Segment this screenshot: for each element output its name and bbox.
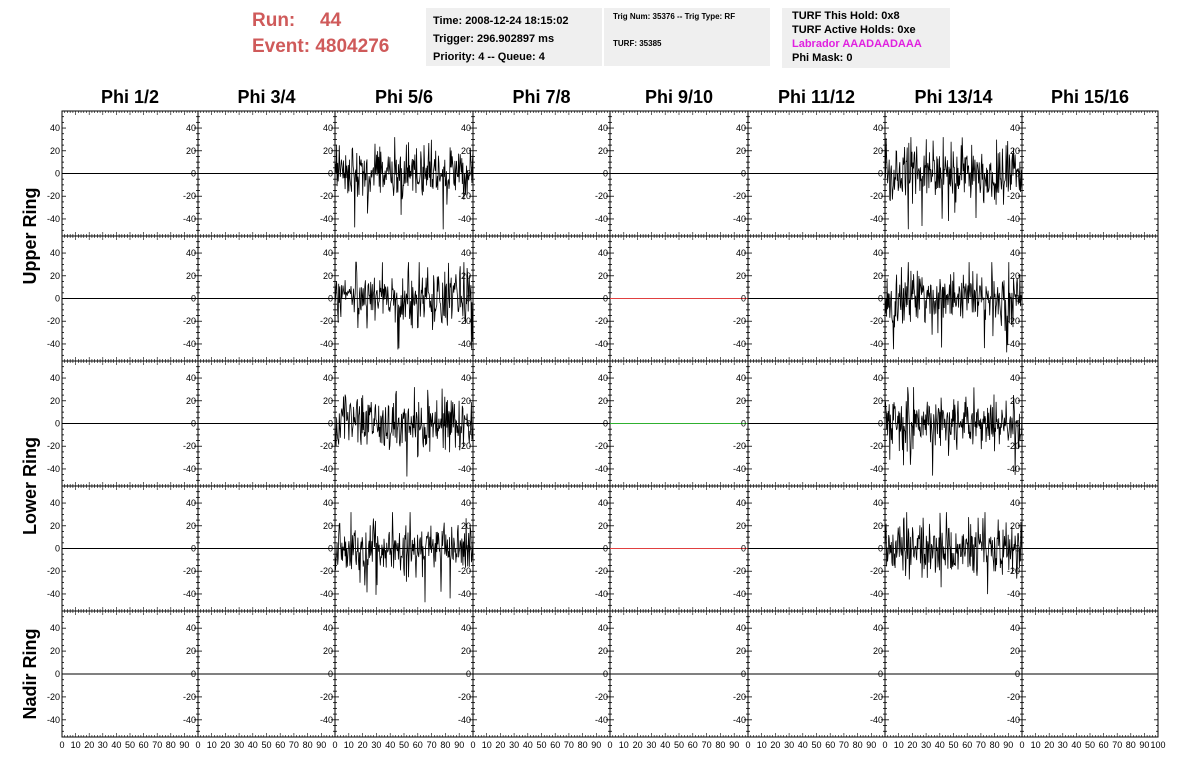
y-tick-label: -40 bbox=[732, 588, 746, 599]
panel bbox=[47, 361, 198, 486]
y-tick-label: 0 bbox=[54, 543, 60, 554]
y-tick-label: -20 bbox=[46, 316, 60, 327]
y-tick-label: -40 bbox=[869, 588, 883, 599]
panel bbox=[870, 361, 1022, 486]
y-tick-label: 0 bbox=[465, 168, 471, 179]
y-tick-label: 0 bbox=[54, 293, 60, 304]
y-tick-label: -40 bbox=[594, 213, 608, 224]
y-tick-label: 0 bbox=[602, 293, 608, 304]
y-tick-label: 20 bbox=[735, 270, 746, 281]
y-tick-label: 0 bbox=[877, 543, 883, 554]
y-tick-label: 20 bbox=[735, 395, 746, 406]
y-tick-label: -20 bbox=[46, 441, 60, 452]
y-tick-label: 20 bbox=[322, 145, 333, 156]
y-tick-label: -40 bbox=[594, 463, 608, 474]
y-tick-label: 0 bbox=[465, 543, 471, 554]
ring-label: Nadir Ring bbox=[20, 628, 40, 720]
y-tick-label: 40 bbox=[1009, 123, 1020, 134]
y-tick-label: 20 bbox=[322, 270, 333, 281]
y-tick-label: 20 bbox=[872, 270, 883, 281]
y-tick-label: 40 bbox=[460, 123, 471, 134]
y-tick-label: -40 bbox=[182, 338, 196, 349]
y-tick-label: 20 bbox=[185, 145, 196, 156]
panel bbox=[183, 361, 335, 486]
y-tick-label: 40 bbox=[597, 123, 608, 134]
y-tick-label: 0 bbox=[602, 168, 608, 179]
y-tick-label: 40 bbox=[735, 248, 746, 259]
waveform-trace bbox=[885, 512, 1022, 594]
panel bbox=[595, 111, 748, 236]
y-tick-label: 20 bbox=[460, 270, 471, 281]
panel bbox=[595, 236, 748, 361]
y-tick-label: 0 bbox=[190, 168, 196, 179]
y-tick-label: -40 bbox=[1006, 463, 1020, 474]
y-tick-label: 20 bbox=[185, 395, 196, 406]
y-tick-label: 20 bbox=[1009, 395, 1020, 406]
y-tick-label: 20 bbox=[460, 395, 471, 406]
y-tick-label: -20 bbox=[732, 441, 746, 452]
panel bbox=[1007, 236, 1158, 361]
y-tick-label: -20 bbox=[182, 566, 196, 577]
y-tick-label: 20 bbox=[460, 520, 471, 531]
panel bbox=[320, 111, 473, 236]
y-tick-label: 40 bbox=[460, 373, 471, 384]
y-tick-label: -20 bbox=[732, 566, 746, 577]
y-tick-label: -20 bbox=[457, 566, 471, 577]
y-tick-label: -20 bbox=[1006, 191, 1020, 202]
event-label: Event: bbox=[252, 36, 311, 57]
y-tick-label: -40 bbox=[46, 213, 60, 224]
y-tick-label: 0 bbox=[877, 293, 883, 304]
panel bbox=[320, 236, 473, 361]
y-tick-label: 40 bbox=[1009, 248, 1020, 259]
y-tick-label: 40 bbox=[597, 498, 608, 509]
y-tick-label: 40 bbox=[460, 498, 471, 509]
run-label: Run: bbox=[252, 10, 296, 31]
y-tick-label: 0 bbox=[1014, 418, 1020, 429]
y-tick-label: -20 bbox=[319, 441, 333, 452]
y-tick-label: -40 bbox=[319, 588, 333, 599]
y-tick-label: 20 bbox=[185, 270, 196, 281]
y-tick-label: -20 bbox=[869, 191, 883, 202]
panel bbox=[870, 486, 1022, 611]
y-tick-label: -20 bbox=[594, 441, 608, 452]
y-tick-label: 40 bbox=[872, 498, 883, 509]
column-header: Phi 5/6 bbox=[374, 87, 434, 107]
y-tick-label: -40 bbox=[869, 463, 883, 474]
phi-mask-text: Phi Mask: 0 bbox=[792, 52, 853, 64]
y-tick-label: 0 bbox=[465, 418, 471, 429]
panel bbox=[320, 361, 473, 486]
y-tick-label: 0 bbox=[327, 418, 333, 429]
y-tick-label: 40 bbox=[1009, 498, 1020, 509]
y-tick-label: -40 bbox=[46, 338, 60, 349]
trig-num-text: Trig Num: 35376 -- Trig Type: RF bbox=[613, 12, 736, 21]
y-tick-label: 40 bbox=[49, 123, 60, 134]
event-value: 4804276 bbox=[315, 36, 390, 57]
y-tick-label: 40 bbox=[322, 123, 333, 134]
column-header: Phi 13/14 bbox=[914, 87, 993, 107]
y-tick-label: -20 bbox=[319, 316, 333, 327]
y-tick-label: 0 bbox=[877, 168, 883, 179]
panel bbox=[595, 361, 748, 486]
y-tick-label: -40 bbox=[594, 338, 608, 349]
y-tick-label: -20 bbox=[594, 316, 608, 327]
y-tick-label: 20 bbox=[460, 145, 471, 156]
y-tick-label: 40 bbox=[185, 123, 196, 134]
y-tick-label: 40 bbox=[49, 248, 60, 259]
y-tick-label: 20 bbox=[49, 270, 60, 281]
y-tick-label: 40 bbox=[872, 373, 883, 384]
panel bbox=[733, 361, 885, 486]
y-tick-label: 0 bbox=[327, 543, 333, 554]
y-tick-label: 20 bbox=[1009, 520, 1020, 531]
panel bbox=[1007, 486, 1158, 611]
y-tick-label: -40 bbox=[869, 213, 883, 224]
y-tick-label: -20 bbox=[732, 191, 746, 202]
y-tick-label: 40 bbox=[597, 373, 608, 384]
y-tick-label: 0 bbox=[190, 418, 196, 429]
y-tick-label: -20 bbox=[869, 566, 883, 577]
y-tick-label: 40 bbox=[185, 248, 196, 259]
turf-text: TURF: 35385 bbox=[613, 39, 662, 48]
y-tick-label: 0 bbox=[740, 418, 746, 429]
y-tick-label: 20 bbox=[597, 145, 608, 156]
panel bbox=[458, 361, 610, 486]
y-tick-label: -20 bbox=[182, 316, 196, 327]
column-header: Phi 1/2 bbox=[100, 87, 160, 107]
y-tick-label: 0 bbox=[602, 418, 608, 429]
run-value: 44 bbox=[320, 10, 342, 31]
column-header: Phi 11/12 bbox=[777, 87, 856, 107]
y-tick-label: 20 bbox=[597, 520, 608, 531]
y-tick-label: 0 bbox=[1014, 293, 1020, 304]
y-tick-label: -40 bbox=[457, 588, 471, 599]
waveform-trace bbox=[335, 512, 473, 602]
ring-label: Lower Ring bbox=[20, 437, 40, 535]
y-tick-label: 20 bbox=[1009, 145, 1020, 156]
y-tick-label: -40 bbox=[869, 338, 883, 349]
panel bbox=[733, 236, 885, 361]
y-tick-label: -20 bbox=[182, 191, 196, 202]
y-tick-label: -40 bbox=[1006, 213, 1020, 224]
y-tick-label: 40 bbox=[322, 248, 333, 259]
column-header: Phi 15/16 bbox=[1050, 87, 1130, 107]
labrador-text: Labrador AAADAADAAA bbox=[792, 38, 922, 50]
y-tick-label: -40 bbox=[457, 213, 471, 224]
y-tick-label: 20 bbox=[185, 520, 196, 531]
y-tick-label: 20 bbox=[49, 145, 60, 156]
panel bbox=[733, 111, 885, 236]
y-tick-label: 20 bbox=[597, 270, 608, 281]
y-tick-label: 40 bbox=[735, 123, 746, 134]
y-tick-label: 20 bbox=[735, 145, 746, 156]
y-tick-label: 40 bbox=[1009, 373, 1020, 384]
y-tick-label: 20 bbox=[872, 520, 883, 531]
y-tick-label: 0 bbox=[327, 168, 333, 179]
y-tick-label: 40 bbox=[185, 373, 196, 384]
y-tick-label: 20 bbox=[735, 520, 746, 531]
y-tick-label: 40 bbox=[735, 373, 746, 384]
y-tick-label: 40 bbox=[49, 498, 60, 509]
y-tick-label: 20 bbox=[322, 520, 333, 531]
turf-active-holds-text: TURF Active Holds: 0xe bbox=[792, 24, 916, 36]
ring-label: Upper Ring bbox=[20, 187, 40, 285]
y-tick-label: -40 bbox=[46, 463, 60, 474]
y-tick-label: 0 bbox=[740, 543, 746, 554]
y-tick-label: -40 bbox=[732, 213, 746, 224]
y-tick-label: -20 bbox=[1006, 566, 1020, 577]
y-tick-label: -40 bbox=[457, 338, 471, 349]
panel bbox=[595, 486, 748, 611]
panel bbox=[458, 236, 610, 361]
y-tick-label: 40 bbox=[49, 373, 60, 384]
panel bbox=[47, 486, 198, 611]
panel bbox=[1007, 111, 1158, 236]
waveform-trace bbox=[335, 137, 473, 229]
y-tick-label: 0 bbox=[740, 293, 746, 304]
y-tick-label: -20 bbox=[182, 441, 196, 452]
waveform-trace bbox=[335, 387, 473, 476]
trigger-text: Trigger: 296.902897 ms bbox=[433, 33, 555, 45]
y-tick-label: 40 bbox=[872, 248, 883, 259]
y-tick-label: -20 bbox=[869, 441, 883, 452]
y-tick-label: 20 bbox=[49, 520, 60, 531]
y-tick-label: -40 bbox=[594, 588, 608, 599]
column-header: Phi 7/8 bbox=[512, 87, 571, 107]
y-tick-label: 40 bbox=[460, 248, 471, 259]
y-tick-label: 40 bbox=[322, 373, 333, 384]
y-tick-label: -20 bbox=[732, 316, 746, 327]
y-tick-label: -40 bbox=[46, 588, 60, 599]
y-tick-label: -40 bbox=[1006, 338, 1020, 349]
y-tick-label: 40 bbox=[735, 498, 746, 509]
y-tick-label: -20 bbox=[1006, 441, 1020, 452]
panel bbox=[47, 611, 198, 737]
waveform-trace bbox=[885, 387, 1022, 476]
y-tick-label: 40 bbox=[597, 248, 608, 259]
panel bbox=[870, 111, 1022, 236]
y-tick-label: 20 bbox=[49, 395, 60, 406]
y-tick-label: -40 bbox=[457, 463, 471, 474]
y-tick-label: 0 bbox=[327, 293, 333, 304]
y-tick-label: 0 bbox=[1014, 168, 1020, 179]
y-tick-label: 20 bbox=[872, 145, 883, 156]
y-tick-label: 20 bbox=[1009, 270, 1020, 281]
y-tick-label: 20 bbox=[597, 395, 608, 406]
panel bbox=[1007, 361, 1158, 486]
y-tick-label: -20 bbox=[46, 566, 60, 577]
y-tick-label: 0 bbox=[190, 543, 196, 554]
panel bbox=[47, 236, 198, 361]
y-tick-label: -40 bbox=[319, 338, 333, 349]
y-tick-label: -20 bbox=[869, 316, 883, 327]
panel bbox=[47, 111, 198, 236]
y-tick-label: -20 bbox=[457, 441, 471, 452]
panel bbox=[458, 486, 610, 611]
y-tick-label: -20 bbox=[319, 191, 333, 202]
waveform-trace bbox=[885, 137, 1022, 229]
y-tick-label: -20 bbox=[457, 316, 471, 327]
y-tick-label: -20 bbox=[1006, 316, 1020, 327]
y-tick-label: -20 bbox=[457, 191, 471, 202]
waveform-trace bbox=[335, 262, 473, 349]
column-header: Phi 9/10 bbox=[644, 87, 714, 107]
panel bbox=[183, 111, 335, 236]
y-tick-label: 20 bbox=[322, 395, 333, 406]
y-tick-label: -20 bbox=[594, 191, 608, 202]
y-tick-label: 0 bbox=[54, 418, 60, 429]
y-tick-label: -20 bbox=[594, 566, 608, 577]
y-tick-label: 40 bbox=[322, 498, 333, 509]
turf-this-hold-text: TURF This Hold: 0x8 bbox=[792, 10, 900, 22]
y-tick-label: 40 bbox=[872, 123, 883, 134]
panel bbox=[733, 486, 885, 611]
y-tick-label: -20 bbox=[46, 191, 60, 202]
priority-text: Priority: 4 -- Queue: 4 bbox=[433, 51, 545, 63]
y-tick-label: 0 bbox=[465, 293, 471, 304]
time-text: Time: 2008-12-24 18:15:02 bbox=[433, 15, 569, 27]
panel bbox=[870, 236, 1022, 361]
y-tick-label: -40 bbox=[732, 463, 746, 474]
y-tick-label: 0 bbox=[877, 418, 883, 429]
waveform-trace bbox=[885, 262, 1022, 352]
panel bbox=[183, 236, 335, 361]
y-tick-label: -20 bbox=[319, 566, 333, 577]
panel bbox=[458, 111, 610, 236]
y-tick-label: -40 bbox=[1006, 588, 1020, 599]
y-tick-label: 0 bbox=[190, 293, 196, 304]
y-tick-label: -40 bbox=[182, 588, 196, 599]
column-header: Phi 3/4 bbox=[237, 87, 296, 107]
y-tick-label: -40 bbox=[319, 213, 333, 224]
y-tick-label: 0 bbox=[54, 168, 60, 179]
y-tick-label: -40 bbox=[319, 463, 333, 474]
y-tick-label: 0 bbox=[740, 168, 746, 179]
y-tick-label: 20 bbox=[872, 395, 883, 406]
y-tick-label: 0 bbox=[1014, 543, 1020, 554]
panel bbox=[320, 486, 473, 611]
y-tick-label: -40 bbox=[182, 463, 196, 474]
panel bbox=[183, 486, 335, 611]
y-tick-label: 0 bbox=[602, 543, 608, 554]
y-tick-label: -40 bbox=[182, 213, 196, 224]
y-tick-label: 40 bbox=[185, 498, 196, 509]
y-tick-label: -40 bbox=[732, 338, 746, 349]
